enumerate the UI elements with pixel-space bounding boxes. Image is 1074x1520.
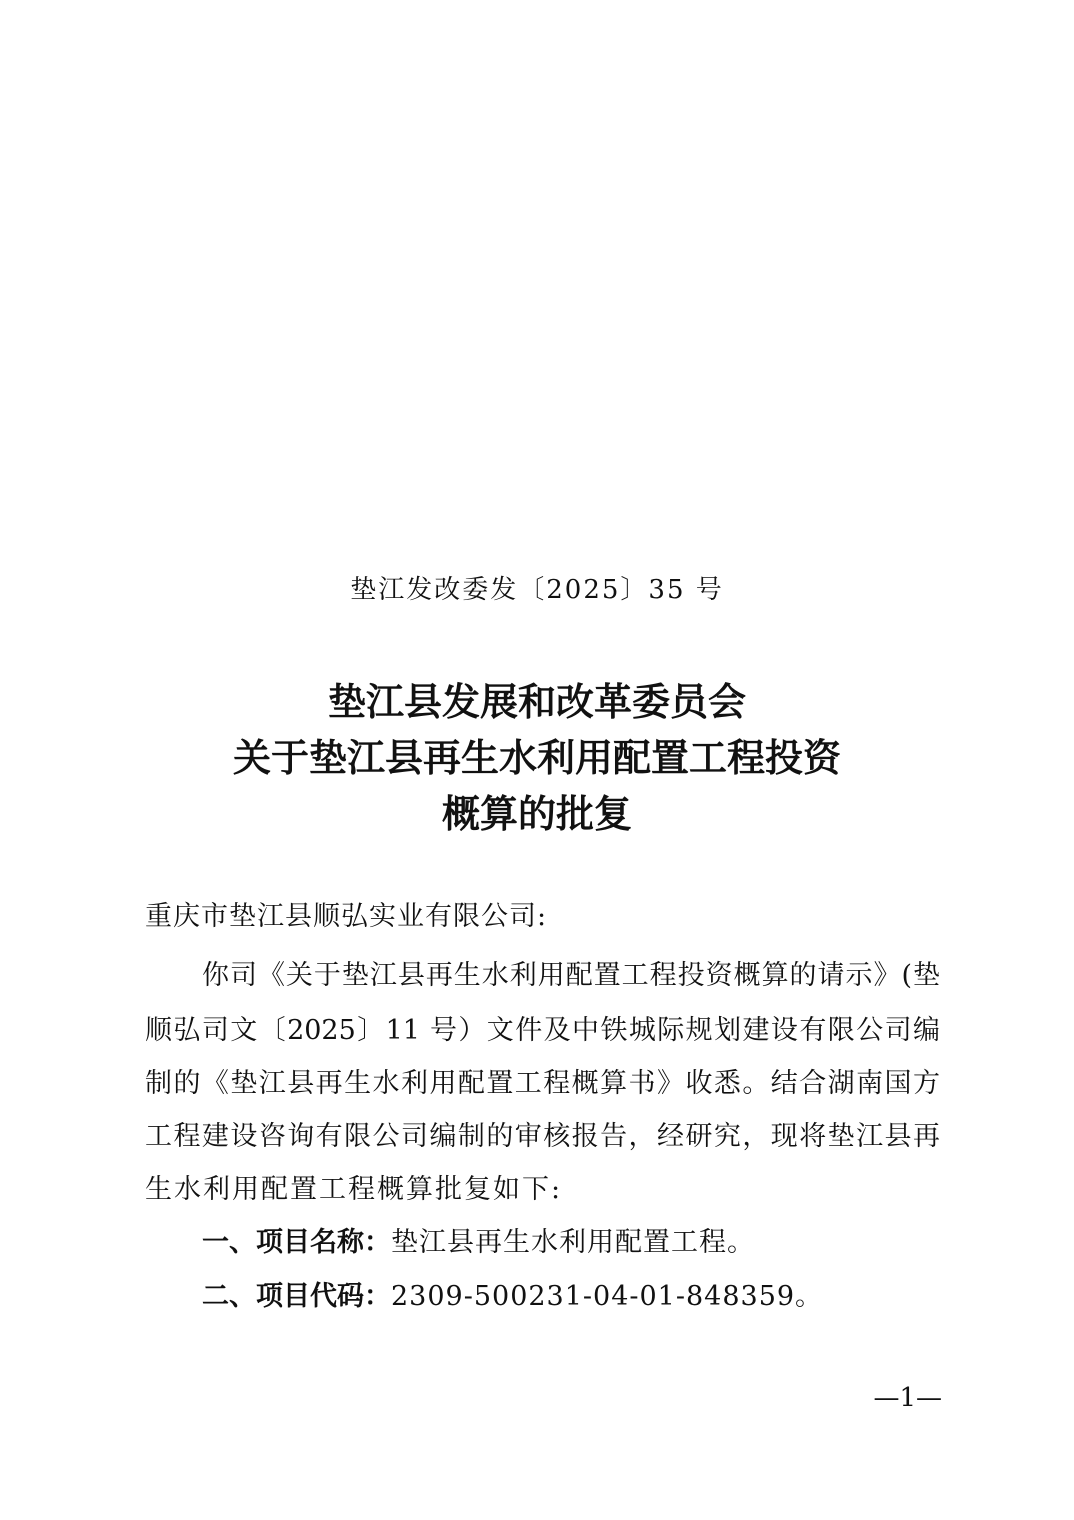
title-line-3: 概算的批复 [441,792,632,836]
document-number: 垫江发改委发〔2025〕35 号 [350,575,724,605]
item-project-name-value: 垫江县再生水利用配置工程。 [391,1227,755,1258]
body-line-2: 顺弘司文〔2025〕11 号）文件及中铁城际规划建设有限公司编 [145,1015,940,1046]
item-project-code [202,1277,823,1317]
document-title [0,674,1074,842]
body-line-4: 工程建设咨询有限公司编制的审核报告，经研究，现将垫江县再 [145,1121,940,1152]
item-project-name-label: 一、项目名称： [202,1227,391,1258]
body-line-3: 制的《垫江县再生水利用配置工程概算书》收悉。结合湖南国方 [145,1068,940,1099]
title-line-2: 关于垫江县再生水利用配置工程投资 [232,736,841,780]
page-number: —1— [873,1383,942,1413]
body-line-5: 生水利用配置工程概算批复如下: [145,1174,563,1205]
item-project-name [202,1223,755,1263]
item-project-code-value: 2309-500231-04-01-848359。 [391,1281,824,1312]
item-project-code-label: 二、项目代码： [202,1281,391,1312]
title-line-1: 垫江县发展和改革委员会 [327,680,746,724]
addressee: 重庆市垫江县顺弘实业有限公司: [145,901,548,932]
body-line-1: 你司《关于垫江县再生水利用配置工程投资概算的请示》(垫 [202,960,940,991]
